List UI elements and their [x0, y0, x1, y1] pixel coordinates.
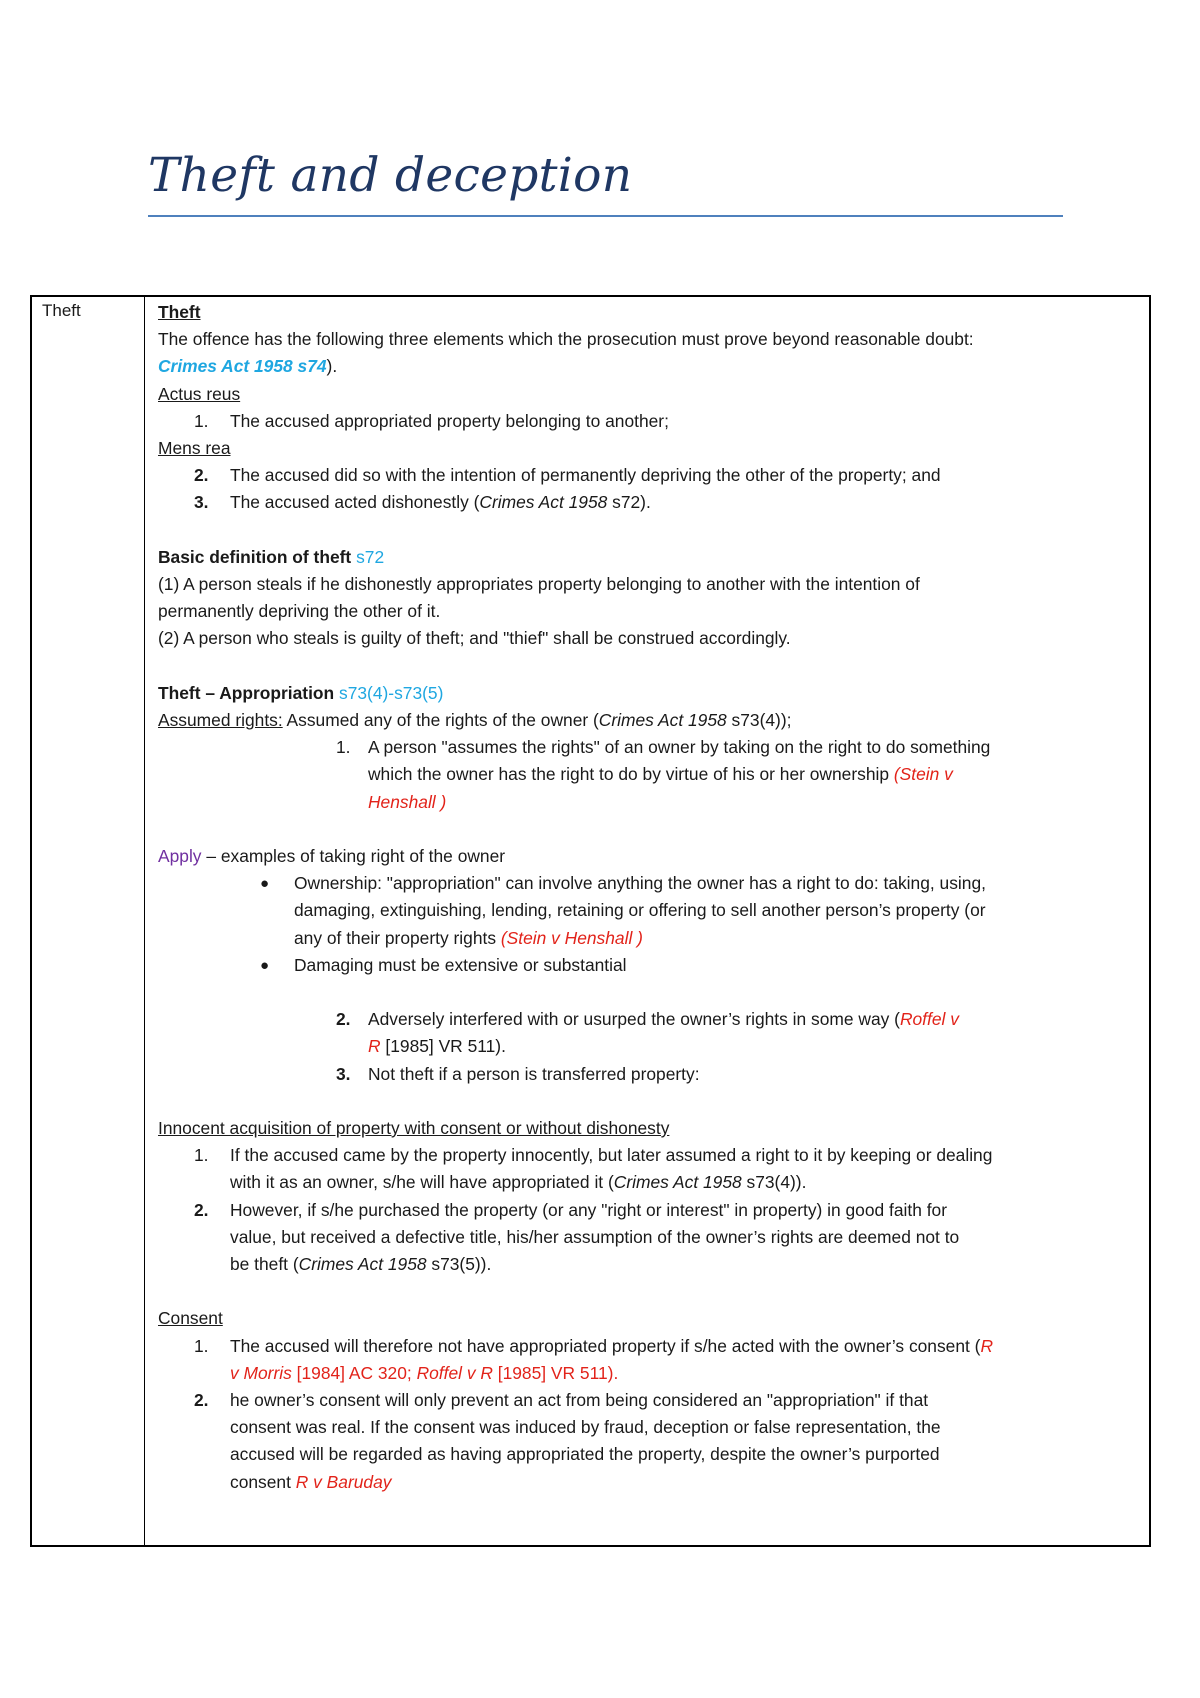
list-item-continued [158, 1251, 1144, 1278]
heading-text: Theft – Appropriation [158, 682, 335, 703]
list-item-continued [158, 1360, 1144, 1387]
list-text: The accused will therefore not have appropriated property if s/he acted with the owner’s consent ( [230, 1335, 981, 1356]
list-item [158, 1387, 1144, 1414]
case-citation-detail: [1984] AC 320; [291, 1362, 417, 1383]
apply-label: Apply [158, 846, 202, 867]
bullet-text: Damaging must be extensive or substantial [294, 954, 627, 975]
intro-citation [158, 353, 1144, 380]
case-citation: v Morris [230, 1362, 292, 1383]
list-text: The accused appropriated property belonging to another; [230, 410, 669, 431]
list-item [158, 408, 1144, 435]
case-citation: R [368, 1036, 381, 1057]
list-text: be theft ( [230, 1254, 299, 1275]
act-name: Crimes Act 1958 [298, 1254, 427, 1275]
definition-line: permanently depriving the other of it. [158, 601, 441, 622]
apply-text: – examples of taking right of the owner [201, 846, 506, 867]
list-item [158, 734, 1144, 761]
list-item [158, 1197, 1144, 1224]
notes-content [158, 299, 1144, 1496]
list-item [158, 1061, 1144, 1088]
bullet-icon: ● [260, 956, 270, 974]
list-number: 2. [194, 1390, 209, 1411]
title-underline [148, 215, 1063, 217]
section-heading-theft: Theft [158, 302, 201, 322]
table-column-divider [144, 297, 145, 1545]
list-item-continued: value, but received a defective title, his/her assumption of the owner’s rights are deemed not to [230, 1226, 960, 1247]
list-item-continued [158, 1169, 1144, 1196]
citation-end: ). [326, 356, 338, 377]
list-text: The accused did so with the intention of permanently depriving the other of the property; and [230, 465, 941, 486]
list-number: 2. [336, 1009, 351, 1030]
case-citation-detail: [1985] VR 511). [492, 1362, 619, 1383]
section-ref: s72 [356, 546, 385, 567]
list-item [158, 1142, 1144, 1169]
list-text: he owner’s consent will only prevent an act from being considered an "appropriation" if that [230, 1390, 929, 1411]
list-item [158, 462, 1144, 489]
actus-reus-label: Actus reus [158, 383, 241, 404]
bullet-item [158, 870, 1144, 897]
list-text: Not theft if a person is transferred property: [368, 1063, 700, 1084]
list-text-end: s73(4)). [741, 1172, 807, 1193]
assumed-rights-end: s73(4)); [726, 710, 792, 731]
citation-act: Crimes Act 1958 s74 [158, 356, 327, 377]
list-item-continued [158, 1033, 1144, 1060]
list-text-end: s73(5)). [426, 1254, 492, 1275]
act-name: Crimes Act 1958 [613, 1172, 742, 1193]
list-item [158, 489, 1144, 516]
row-label: Theft [42, 301, 81, 320]
innocent-acquisition-heading: Innocent acquisition of property with consent or without dishonesty [158, 1118, 670, 1139]
definition-line: (2) A person who steals is guilty of theft; and "thief" shall be construed accordingly. [158, 628, 791, 649]
list-number: 2. [194, 1199, 209, 1220]
list-text: with it as an owner, s/he will have appropriated it ( [230, 1172, 614, 1193]
section-ref: s73(4)-s73(5) [339, 682, 444, 703]
bullet-item [158, 952, 1144, 979]
consent-heading: Consent [158, 1308, 223, 1329]
list-item-continued [158, 761, 1144, 788]
assumed-rights-text: Assumed any of the rights of the owner ( [282, 710, 599, 731]
definition-line: (1) A person steals if he dishonestly appropriates property belonging to another with the intention of [158, 574, 920, 595]
list-number: 1. [336, 737, 351, 758]
list-text-end: s72). [607, 492, 651, 513]
case-citation: Henshall ) [368, 791, 447, 812]
list-number: 1. [194, 410, 209, 431]
list-text: Adversely interfered with or usurped the owner’s rights in some way ( [368, 1009, 900, 1030]
list-text: However, if s/he purchased the property (or any "right or interest" in property) in good faith for [230, 1199, 948, 1220]
act-name: Crimes Act 1958 [598, 710, 727, 731]
list-item-continued [158, 789, 1144, 816]
bullet-item-continued: damaging, extinguishing, lending, retaining or offering to sell another person’s property (or [294, 900, 986, 921]
list-text-end: [1985] VR 511). [380, 1036, 506, 1057]
case-citation: (Stein v [893, 764, 953, 785]
case-citation: R [980, 1335, 994, 1356]
case-citation: Roffel v R [416, 1362, 493, 1383]
list-text: which the owner has the right to do by virtue of his or her ownership [368, 764, 894, 785]
list-item-continued: accused will be regarded as having appropriated the property, despite the owner’s purported [230, 1444, 940, 1465]
bullet-text: any of their property rights [294, 927, 501, 948]
act-name: Crimes Act 1958 [479, 492, 608, 513]
list-text: If the accused came by the property innocently, but later assumed a right to it by keeping or dealing [230, 1145, 993, 1166]
assumed-rights-label: Assumed rights: [158, 710, 283, 731]
heading-text: Basic definition of theft [158, 546, 352, 567]
bullet-text: Ownership: "appropriation" can involve anything the owner has a right to do: taking, using, [294, 873, 986, 894]
appropriation-heading [158, 680, 1144, 707]
list-number: 1. [194, 1145, 209, 1166]
list-text: A person "assumes the rights" of an owner by taking on the right to do something [368, 737, 991, 758]
list-item [158, 1333, 1144, 1360]
list-number: 2. [194, 465, 209, 486]
bullet-icon: ● [260, 875, 270, 893]
case-citation: R v Baruday [295, 1471, 392, 1492]
basic-definition-heading [158, 544, 1144, 571]
list-number: 3. [336, 1063, 351, 1084]
apply-line [158, 843, 1144, 870]
mens-rea-label: Mens rea [158, 438, 231, 459]
assumed-rights-line [158, 707, 1144, 734]
list-number: 3. [194, 492, 209, 513]
list-text: consent [230, 1471, 296, 1492]
bullet-item-continued [158, 925, 1144, 952]
case-citation: Roffel v [899, 1009, 959, 1030]
list-number: 1. [194, 1335, 209, 1356]
page-title: Theft and deception [148, 148, 633, 203]
intro-line: The offence has the following three elements which the prosecution must prove beyond reasonable doubt: [158, 329, 974, 350]
list-text: The accused acted dishonestly ( [230, 492, 480, 513]
list-item-continued: consent was real. If the consent was induced by fraud, deception or false representation, the [230, 1417, 941, 1438]
case-citation: (Stein v Henshall ) [500, 927, 643, 948]
list-item-continued [158, 1469, 1144, 1496]
list-item [158, 1006, 1144, 1033]
